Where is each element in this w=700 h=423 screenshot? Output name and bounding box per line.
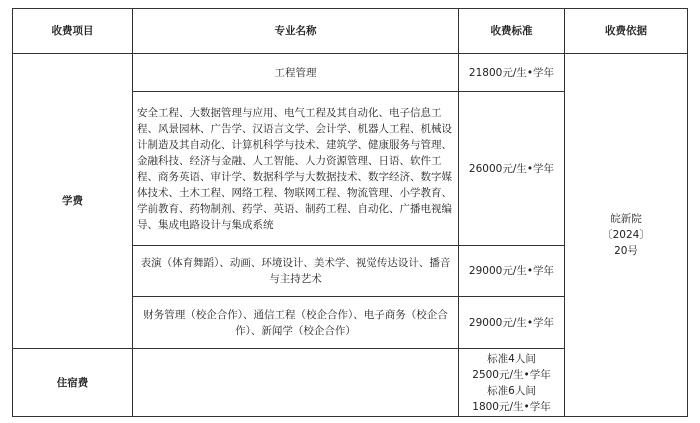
lodging-fee-line: 2500元/生•学年 — [472, 368, 551, 381]
header-row — [13, 9, 688, 54]
major-cell: 财务管理（校企合作）、通信工程（校企合作）、电子商务（校企合作）、新闻学（校企合作） — [133, 297, 459, 349]
tuition-label: 学费 — [13, 54, 133, 349]
fee-cell: 29000元/生•学年 — [459, 297, 565, 349]
basis-line: 20号 — [614, 245, 638, 257]
fee-cell: 21800元/生•学年 — [459, 54, 565, 92]
basis-cell — [565, 54, 688, 417]
major-cell: 表演（体育舞蹈）、动画、环境设计、美术学、视觉传达设计、播音与主持艺术 — [133, 246, 459, 297]
major-cell: 安全工程、大数据管理与应用、电气工程及其自动化、电子信息工程、风景园林、广告学、汉语言文学、会计学、机器人工程、机械设计制造及其自动化、计算机科学与技术、建筑学、健康服务与管理、金融科技、经济与金融、人工智能、人力资源管理、日语、软件工程、商务英语、审计学、数据科学与大数据技术、数字经济、数字媒体技术、土木工程、网络工程、物联网工程、物流管理、小学教育、学前教育、药物制剂、药学、英语、制药工程、自动化、广播电视编导、集成电路设计与集成系统 — [133, 92, 459, 246]
fee-cell: 29000元/生•学年 — [459, 246, 565, 297]
header-major: 专业名称 — [133, 9, 459, 54]
lodging-label: 住宿费 — [13, 349, 133, 417]
header-basis: 收费依据 — [565, 9, 688, 54]
basis-line: 皖新院 — [610, 213, 642, 225]
major-cell: 工程管理 — [133, 54, 459, 92]
table-row — [13, 54, 688, 92]
fee-cell: 26000元/生•学年 — [459, 92, 565, 246]
lodging-fee-line: 标准6人间 — [487, 384, 536, 397]
header-item: 收费项目 — [13, 9, 133, 54]
lodging-major-cell — [133, 349, 459, 417]
fee-table — [12, 8, 688, 417]
basis-line: 〔2024〕 — [602, 229, 650, 241]
lodging-fee-line: 标准4人间 — [487, 352, 536, 365]
header-standard: 收费标准 — [459, 9, 565, 54]
lodging-fee-line: 1800元/生•学年 — [472, 400, 551, 413]
lodging-fee-cell — [459, 349, 565, 417]
